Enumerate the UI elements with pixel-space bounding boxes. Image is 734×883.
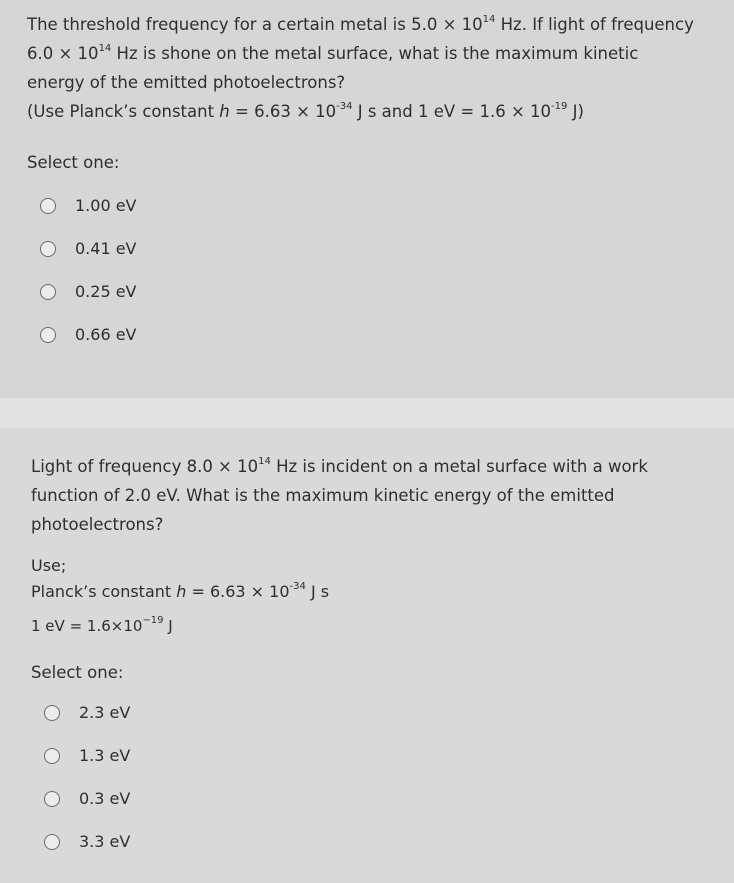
question-1-card: [0, 0, 734, 398]
radio-button[interactable]: [40, 241, 56, 257]
q2-text-line3: photoelectrons?: [31, 515, 164, 534]
q1-text-line4-d: J): [567, 102, 584, 121]
q1-text-line4-a: (Use Planck’s constant: [27, 102, 220, 121]
radio-button[interactable]: [44, 791, 60, 807]
radio-button[interactable]: [44, 705, 60, 721]
q2-option-label[interactable]: 3.3 eV: [79, 832, 131, 851]
q2-option[interactable]: [31, 691, 710, 734]
q2-planck-symbol: h: [176, 582, 187, 601]
question-1-text: [27, 10, 710, 126]
q1-option[interactable]: [27, 313, 710, 356]
radio-button[interactable]: [40, 327, 56, 343]
q1-text-line4-b: = 6.63 × 10: [229, 102, 337, 121]
q1-exponent-4: -19: [551, 101, 568, 112]
radio-button[interactable]: [44, 748, 60, 764]
q1-text-line4-c: J s and 1 eV = 1.6 × 10: [352, 102, 552, 121]
q2-use-label: Use;: [31, 556, 67, 575]
q2-exponent-1: 14: [258, 456, 271, 467]
q2-text-line2: function of 2.0 eV. What is the maximum kinetic energy of the emitted: [31, 486, 615, 505]
q1-options-list: [27, 184, 710, 356]
q1-planck-symbol: h: [219, 102, 230, 121]
q1-option-label[interactable]: 1.00 eV: [75, 196, 137, 215]
q2-option-label[interactable]: 0.3 eV: [79, 789, 131, 808]
q1-option-label[interactable]: 0.25 eV: [75, 282, 137, 301]
radio-button[interactable]: [40, 198, 56, 214]
q1-text-line2-tail: Hz is shone on the metal surface, what is the maximum kinetic: [111, 44, 639, 63]
question-separator: [0, 398, 734, 428]
q2-options-list: [31, 691, 710, 863]
q1-option-label[interactable]: 0.41 eV: [75, 239, 137, 258]
q2-select-one-label: Select one:: [31, 663, 124, 682]
q2-ev-unit: J: [163, 617, 173, 635]
q1-exponent-3: -34: [336, 101, 353, 112]
q2-option-label[interactable]: 1.3 eV: [79, 746, 131, 765]
q2-ev-exponent: −19: [142, 615, 164, 626]
q1-option-label[interactable]: 0.66 eV: [75, 325, 137, 344]
q2-planck-constant: [31, 579, 710, 605]
q2-option[interactable]: [31, 777, 710, 820]
q2-option[interactable]: [31, 734, 710, 777]
q2-planck-text-a: Planck’s constant: [31, 582, 177, 601]
q2-ev-conversion: [31, 613, 710, 639]
q2-option-label[interactable]: 2.3 eV: [79, 703, 131, 722]
question-2-text: [31, 452, 710, 539]
q1-option[interactable]: [27, 227, 710, 270]
q1-text-line2-base: 6.0 × 10: [27, 44, 99, 63]
q1-text-line3: energy of the emitted photoelectrons?: [27, 73, 346, 92]
q1-text-line1: The threshold frequency for a certain metal is 5.0 × 10: [27, 15, 483, 34]
radio-button[interactable]: [44, 834, 60, 850]
q2-planck-exponent: -34: [289, 581, 306, 592]
q1-option[interactable]: [27, 270, 710, 313]
q2-option[interactable]: [31, 820, 710, 863]
q1-exponent-1: 14: [482, 14, 496, 25]
q1-option[interactable]: [27, 184, 710, 227]
q1-select-one-label: Select one:: [27, 153, 120, 172]
radio-button[interactable]: [40, 284, 56, 300]
q2-text-line1-a: Light of frequency 8.0 × 10: [31, 457, 259, 476]
q2-planck-unit: J s: [305, 582, 330, 601]
q2-text-line1-b: Hz is incident on a metal surface with a work: [270, 457, 648, 476]
q2-ev-text-a: 1 eV = 1.6×10: [31, 617, 143, 635]
q1-exponent-2: 14: [98, 43, 112, 54]
q1-text-line1-tail: Hz. If light of frequency: [495, 15, 694, 34]
question-2-card: [0, 428, 734, 883]
q2-planck-text-b: = 6.63 × 10: [186, 582, 290, 601]
